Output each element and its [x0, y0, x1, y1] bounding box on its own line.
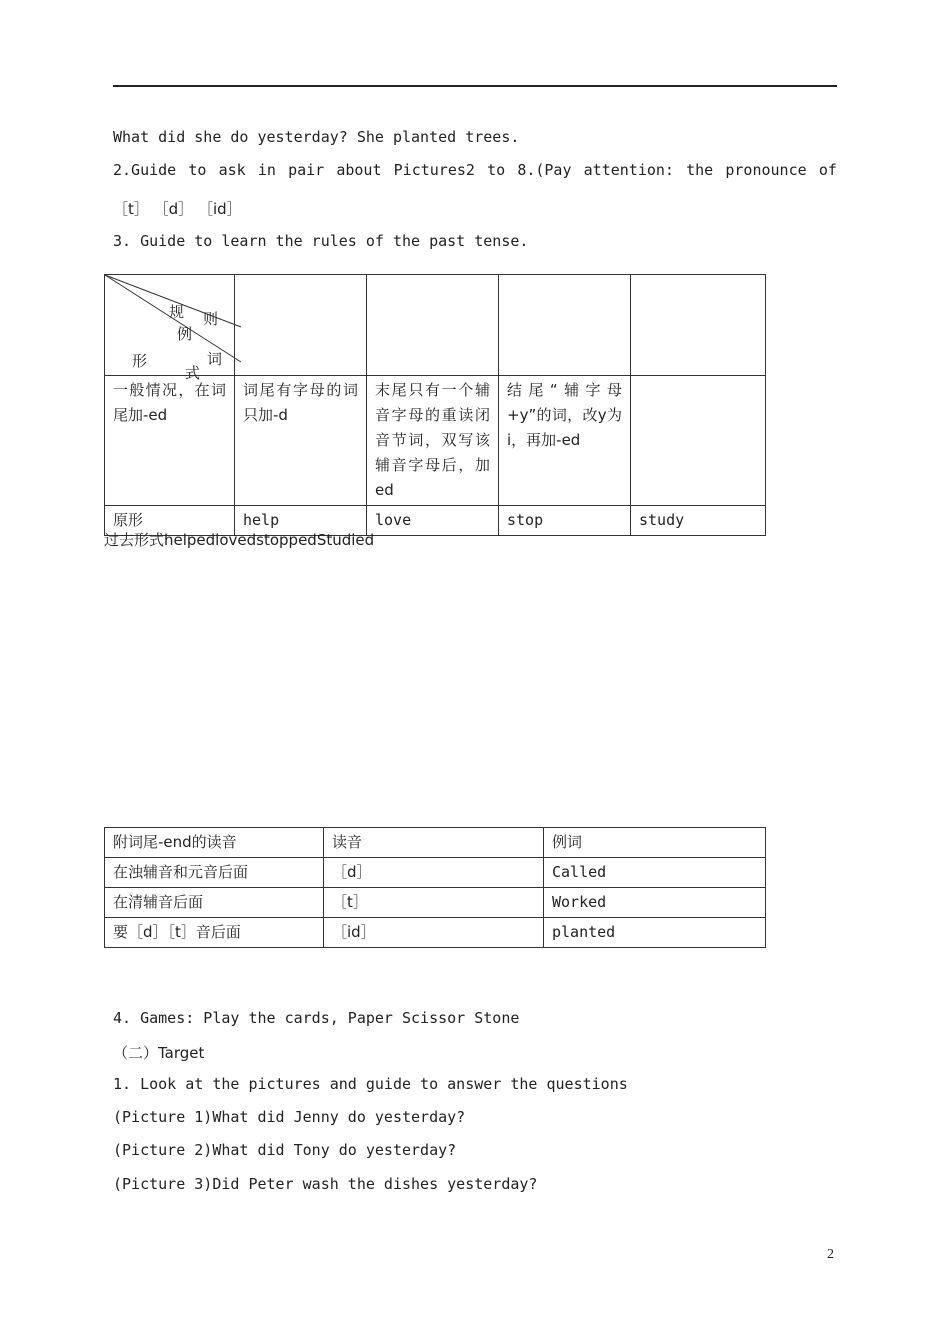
ed-pronunciation-table [104, 827, 766, 948]
header-char: 形 [132, 352, 148, 370]
word: Pictures2 [393, 161, 475, 179]
table-row [105, 888, 766, 918]
page-number: 2 [827, 1247, 834, 1262]
word: about [336, 161, 382, 179]
diagonal-header-cell [105, 275, 235, 382]
table-cell [631, 275, 766, 376]
line-example: What did she do yesterday? She planted trees. [113, 128, 520, 146]
base-form-cell: study [631, 506, 766, 536]
question-1: (Picture 1)What did Jenny do yesterday? [113, 1108, 466, 1126]
word: attention: [583, 161, 674, 179]
word: the [686, 161, 714, 179]
table-cell: 在浊辅音和元音后面 [105, 858, 324, 888]
question-2: (Picture 2)What did Tony do yesterday? [113, 1141, 457, 1159]
rule-cell: 词尾有字母的词只加-d [235, 376, 367, 506]
past-tense-rules-table [104, 274, 766, 536]
table-header: 附词尾-end的读音 [105, 828, 324, 858]
rule-cell [631, 376, 766, 506]
table-cell: ［d］ [324, 858, 544, 888]
word: ask [218, 161, 246, 179]
table-row [105, 858, 766, 888]
table-cell [499, 275, 631, 376]
past-form-line: 过去形式helpedlovedstoppedStudied [104, 531, 375, 549]
table-cell: Worked [544, 888, 766, 918]
line-questions-intro: 1. Look at the pictures and guide to answer the questions [113, 1075, 628, 1093]
word: to [487, 161, 506, 179]
word: 2.Guide [113, 161, 177, 179]
table-cell [235, 275, 367, 376]
word: of [818, 161, 837, 179]
word: to [188, 161, 207, 179]
header-char: 词 [207, 350, 223, 368]
line-target: （二）Target [113, 1044, 205, 1062]
header-char: 例 [177, 325, 193, 343]
base-form-cell: stop [499, 506, 631, 536]
word: in [257, 161, 276, 179]
table-cell: planted [544, 918, 766, 948]
header-char: 则 [203, 310, 219, 328]
header-char: 式 [185, 364, 201, 382]
diagonal-lines [105, 275, 245, 375]
question-3: (Picture 3)Did Peter wash the dishes yesterday? [113, 1175, 538, 1193]
rule-cell: 末尾只有一个辅音字母的重读闭音节词，双写该辅音字母后，加ed [367, 376, 499, 506]
table-cell: 要［d］［t］音后面 [105, 918, 324, 948]
line-rules-intro: 3. Guide to learn the rules of the past tense. [113, 232, 529, 250]
table-cell: ［t］ [324, 888, 544, 918]
table-header: 读音 [324, 828, 544, 858]
table-cell [367, 275, 499, 376]
table-cell: Called [544, 858, 766, 888]
base-form-label: 原形 [105, 506, 235, 536]
header-rule [113, 85, 837, 87]
line-games: 4. Games: Play the cards, Paper Scissor Stone [113, 1009, 520, 1027]
word: pair [288, 161, 325, 179]
line-phonetics: ［t］ ［d］ ［id］ [113, 200, 242, 218]
line-guide-pairs [113, 161, 837, 179]
word: pronounce [725, 161, 807, 179]
table-cell: ［id］ [324, 918, 544, 948]
table-header: 例词 [544, 828, 766, 858]
rule-cell: 一般情况，在词尾加-ed [105, 376, 235, 506]
word: 8.(Pay [517, 161, 572, 179]
table-cell: 在清辅音后面 [105, 888, 324, 918]
header-char: 规 [169, 303, 185, 321]
base-form-cell: help [235, 506, 367, 536]
table-row [105, 918, 766, 948]
base-form-cell: love [367, 506, 499, 536]
rule-cell: 结尾“辅字母+y”的词，改y为i，再加-ed [499, 376, 631, 506]
